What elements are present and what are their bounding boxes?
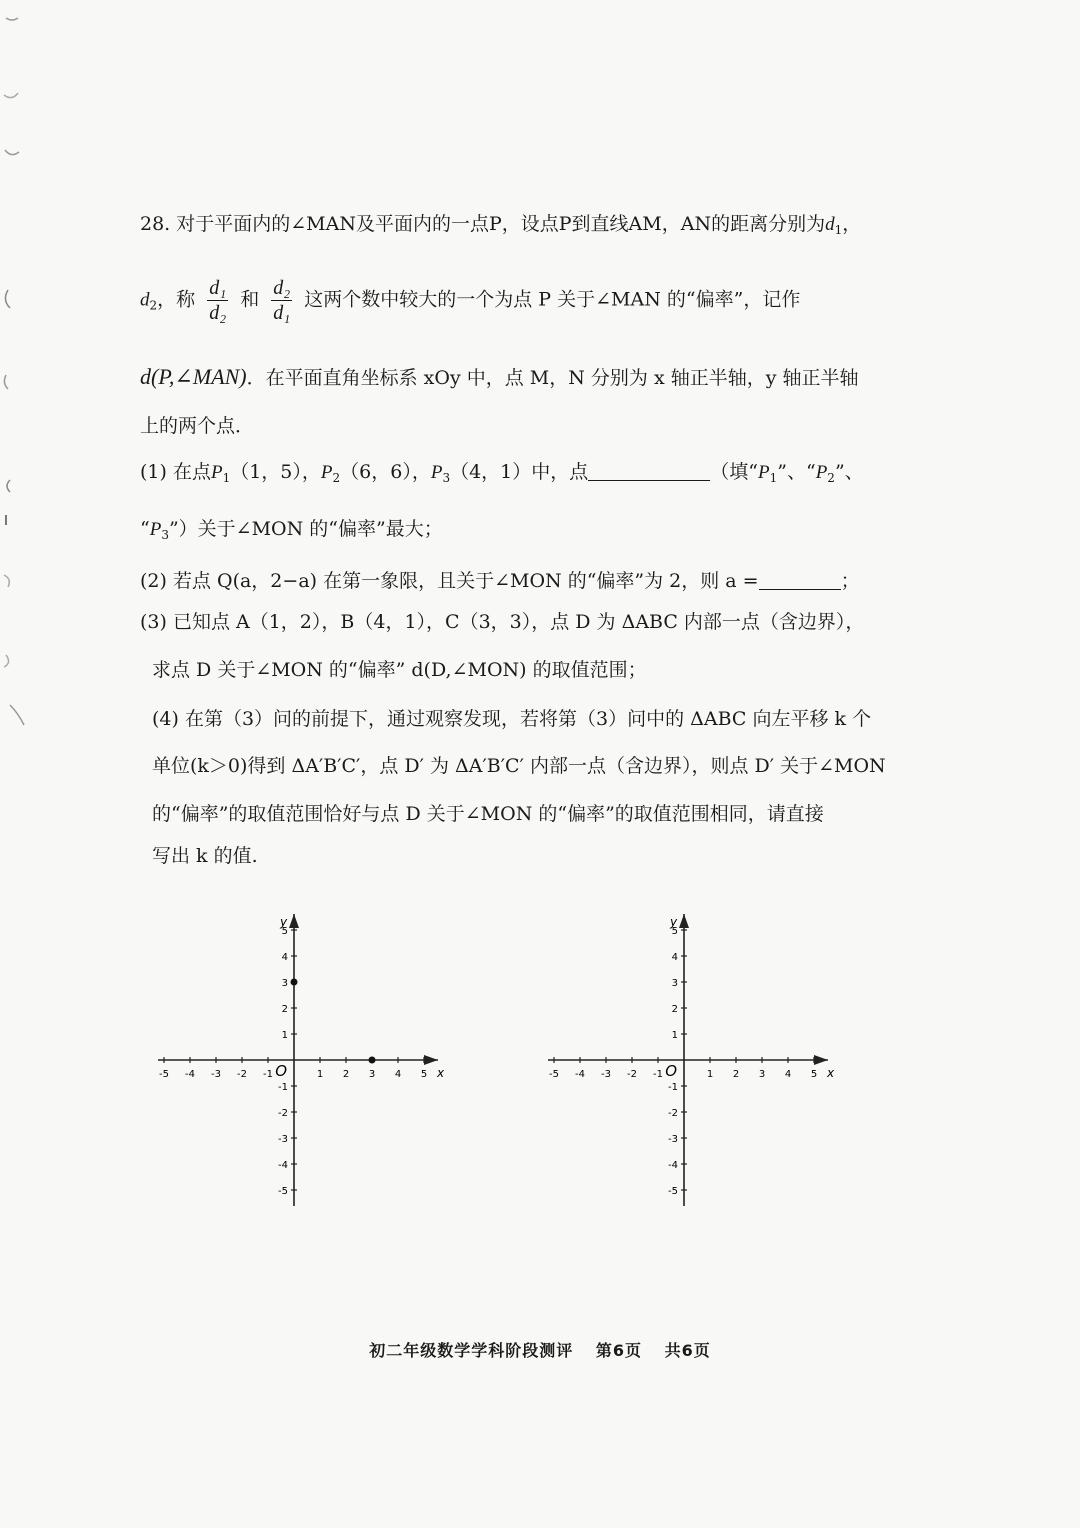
y-tick-label: -2 xyxy=(278,1108,288,1119)
y-tick-label: 4 xyxy=(671,952,678,963)
fraction-d2-over-d1: $\frac{\text{d₂}}{\text{d₁}}$ xyxy=(273,277,291,324)
notation-d-p-man: d(P,∠MAN) xyxy=(140,364,247,389)
y-tick-label: 1 xyxy=(281,1030,288,1041)
x-tick-label: -2 xyxy=(237,1069,247,1080)
x-axis-arrow xyxy=(424,1055,438,1065)
footer-page: 第6页 xyxy=(595,1341,642,1360)
x-tick-label: -3 xyxy=(211,1069,221,1080)
x-tick-label: -3 xyxy=(601,1069,611,1080)
y-tick-label: -3 xyxy=(278,1134,288,1145)
y-tick-label: -5 xyxy=(668,1186,678,1197)
intro-text-1: 对于平面内的∠MAN及平面内的一点P，设点P到直线AM，AN的距离分别为 xyxy=(176,213,826,235)
x-tick-label: 4 xyxy=(784,1069,792,1080)
y-axis-arrow xyxy=(289,914,299,928)
problem-number: 28. xyxy=(140,213,171,235)
x-tick-label: -1 xyxy=(263,1069,273,1080)
y-tick-label: 3 xyxy=(281,978,288,989)
y-tick-label: -5 xyxy=(278,1186,288,1197)
x-tick-label: -2 xyxy=(627,1069,637,1080)
x-tick-label: 1 xyxy=(706,1069,714,1080)
question-1-line-2: “$P_3$”）关于∠MON 的“偏率”最大； xyxy=(140,518,443,542)
question-4-line-1: (4) 在第（3）问的前提下，通过观察发现，若将第（3）问中的 ΔABC 向左平移 k 个 xyxy=(152,708,872,730)
question-2: (2) 若点 Q(a，2−a) 在第一象限，且关于∠MON 的“偏率”为 2，则 a = ； xyxy=(140,570,860,592)
x-tick-label: -5 xyxy=(549,1069,559,1080)
x-tick-label: 2 xyxy=(732,1069,740,1080)
y-tick-label: -4 xyxy=(278,1160,288,1171)
question-4-line-2: 单位(k＞0)得到 ΔA′B′C′，点 D′ 为 ΔA′B′C′ 内部一点（含边界），则点 D′ 关于∠MON xyxy=(152,755,886,777)
page-footer xyxy=(0,1338,1080,1361)
origin-label: O xyxy=(665,1062,677,1080)
y-tick-label: -2 xyxy=(668,1108,678,1119)
y-tick-label: 4 xyxy=(281,952,288,963)
x-tick-label: -1 xyxy=(653,1069,663,1080)
intro-text-3: ．在平面直角坐标系 xOy 中，点 M，N 分别为 x 轴正半轴，y 轴正半轴 xyxy=(246,367,859,389)
y-axis-label: y xyxy=(280,915,288,929)
coordinate-graph-right xyxy=(540,908,840,1218)
y-tick-label: -4 xyxy=(668,1160,678,1171)
x-axis-label: x xyxy=(437,1066,445,1080)
scan-margin-marks xyxy=(0,0,40,760)
y-tick-label: -1 xyxy=(668,1082,678,1093)
y-tick-label: 3 xyxy=(671,978,678,989)
x-tick-label: -4 xyxy=(185,1069,195,1080)
x-axis-arrow xyxy=(814,1055,828,1065)
y-axis-arrow xyxy=(679,914,689,928)
intro-text-4: 上的两个点． xyxy=(140,415,255,437)
problem-line-3 xyxy=(140,366,858,388)
y-axis-label: y xyxy=(670,915,678,929)
x-tick-label: 3 xyxy=(758,1069,766,1080)
y-tick-label: 2 xyxy=(671,1004,678,1015)
plotted-point xyxy=(369,1057,376,1064)
fraction-d1-over-d2: $\frac{\text{d₁}}{\text{d₂}}$ xyxy=(209,277,227,324)
x-axis-label: x xyxy=(827,1066,835,1080)
footer-title: 初二年级数学学科阶段测评 xyxy=(369,1341,574,1360)
question-3-line-2: 求点 D 关于∠MON 的“偏率” d(D,∠MON) 的取值范围； xyxy=(152,659,647,681)
x-tick-label: -4 xyxy=(575,1069,585,1080)
problem-line-1: 28. 对于平面内的∠MAN及平面内的一点P，设点P到直线AM，AN的距离分别为$d_1$， xyxy=(140,213,862,237)
y-tick-label: 5 xyxy=(281,926,288,937)
problem-line-2: $d_2$，称 $\frac{\text{d₁}}{\text{d₂}}$ 和 $\frac{\text{d₂}}{\text{d₁}}$ 这两个数中较大的一个为点 P 关于∠MAN 的“偏率”，记作 xyxy=(140,277,801,324)
plotted-point xyxy=(291,979,298,986)
answer-blank-q1[interactable] xyxy=(588,462,710,481)
x-tick-label: 5 xyxy=(420,1069,428,1080)
y-tick-label: -1 xyxy=(278,1082,288,1093)
y-tick-label: -3 xyxy=(668,1134,678,1145)
footer-total: 共6页 xyxy=(664,1341,711,1360)
x-tick-label: -5 xyxy=(159,1069,169,1080)
x-tick-label: 3 xyxy=(368,1069,376,1080)
question-1-line-1: (1) 在点$P_1(1$，5），$P_2(6$，6），$P_3(4$，1）中，点 （填“$P_1$”、“$P_2$”、 xyxy=(140,461,864,485)
origin-label: O xyxy=(275,1062,287,1080)
intro-text-2: 这两个数中较大的一个为点 P 关于∠MAN 的“偏率”，记作 xyxy=(304,288,801,311)
y-tick-label: 2 xyxy=(281,1004,288,1015)
x-tick-label: 5 xyxy=(810,1069,818,1080)
y-tick-label: 1 xyxy=(671,1030,678,1041)
coordinate-graph-left xyxy=(150,908,450,1218)
x-tick-label: 1 xyxy=(316,1069,324,1080)
y-tick-label: 5 xyxy=(671,926,678,937)
answer-blank-q2[interactable] xyxy=(759,571,841,590)
x-tick-label: 4 xyxy=(394,1069,402,1080)
question-4-line-3: 的“偏率”的取值范围恰好与点 D 关于∠MON 的“偏率”的取值范围相同，请直接 xyxy=(152,803,824,825)
question-3-line-1: (3) 已知点 A（1，2），B（4，1），C（3，3），点 D 为 ΔABC 内部一点（含边界）， xyxy=(140,611,865,633)
question-4-line-4: 写出 k 的值. xyxy=(152,845,258,867)
x-tick-label: 2 xyxy=(342,1069,350,1080)
